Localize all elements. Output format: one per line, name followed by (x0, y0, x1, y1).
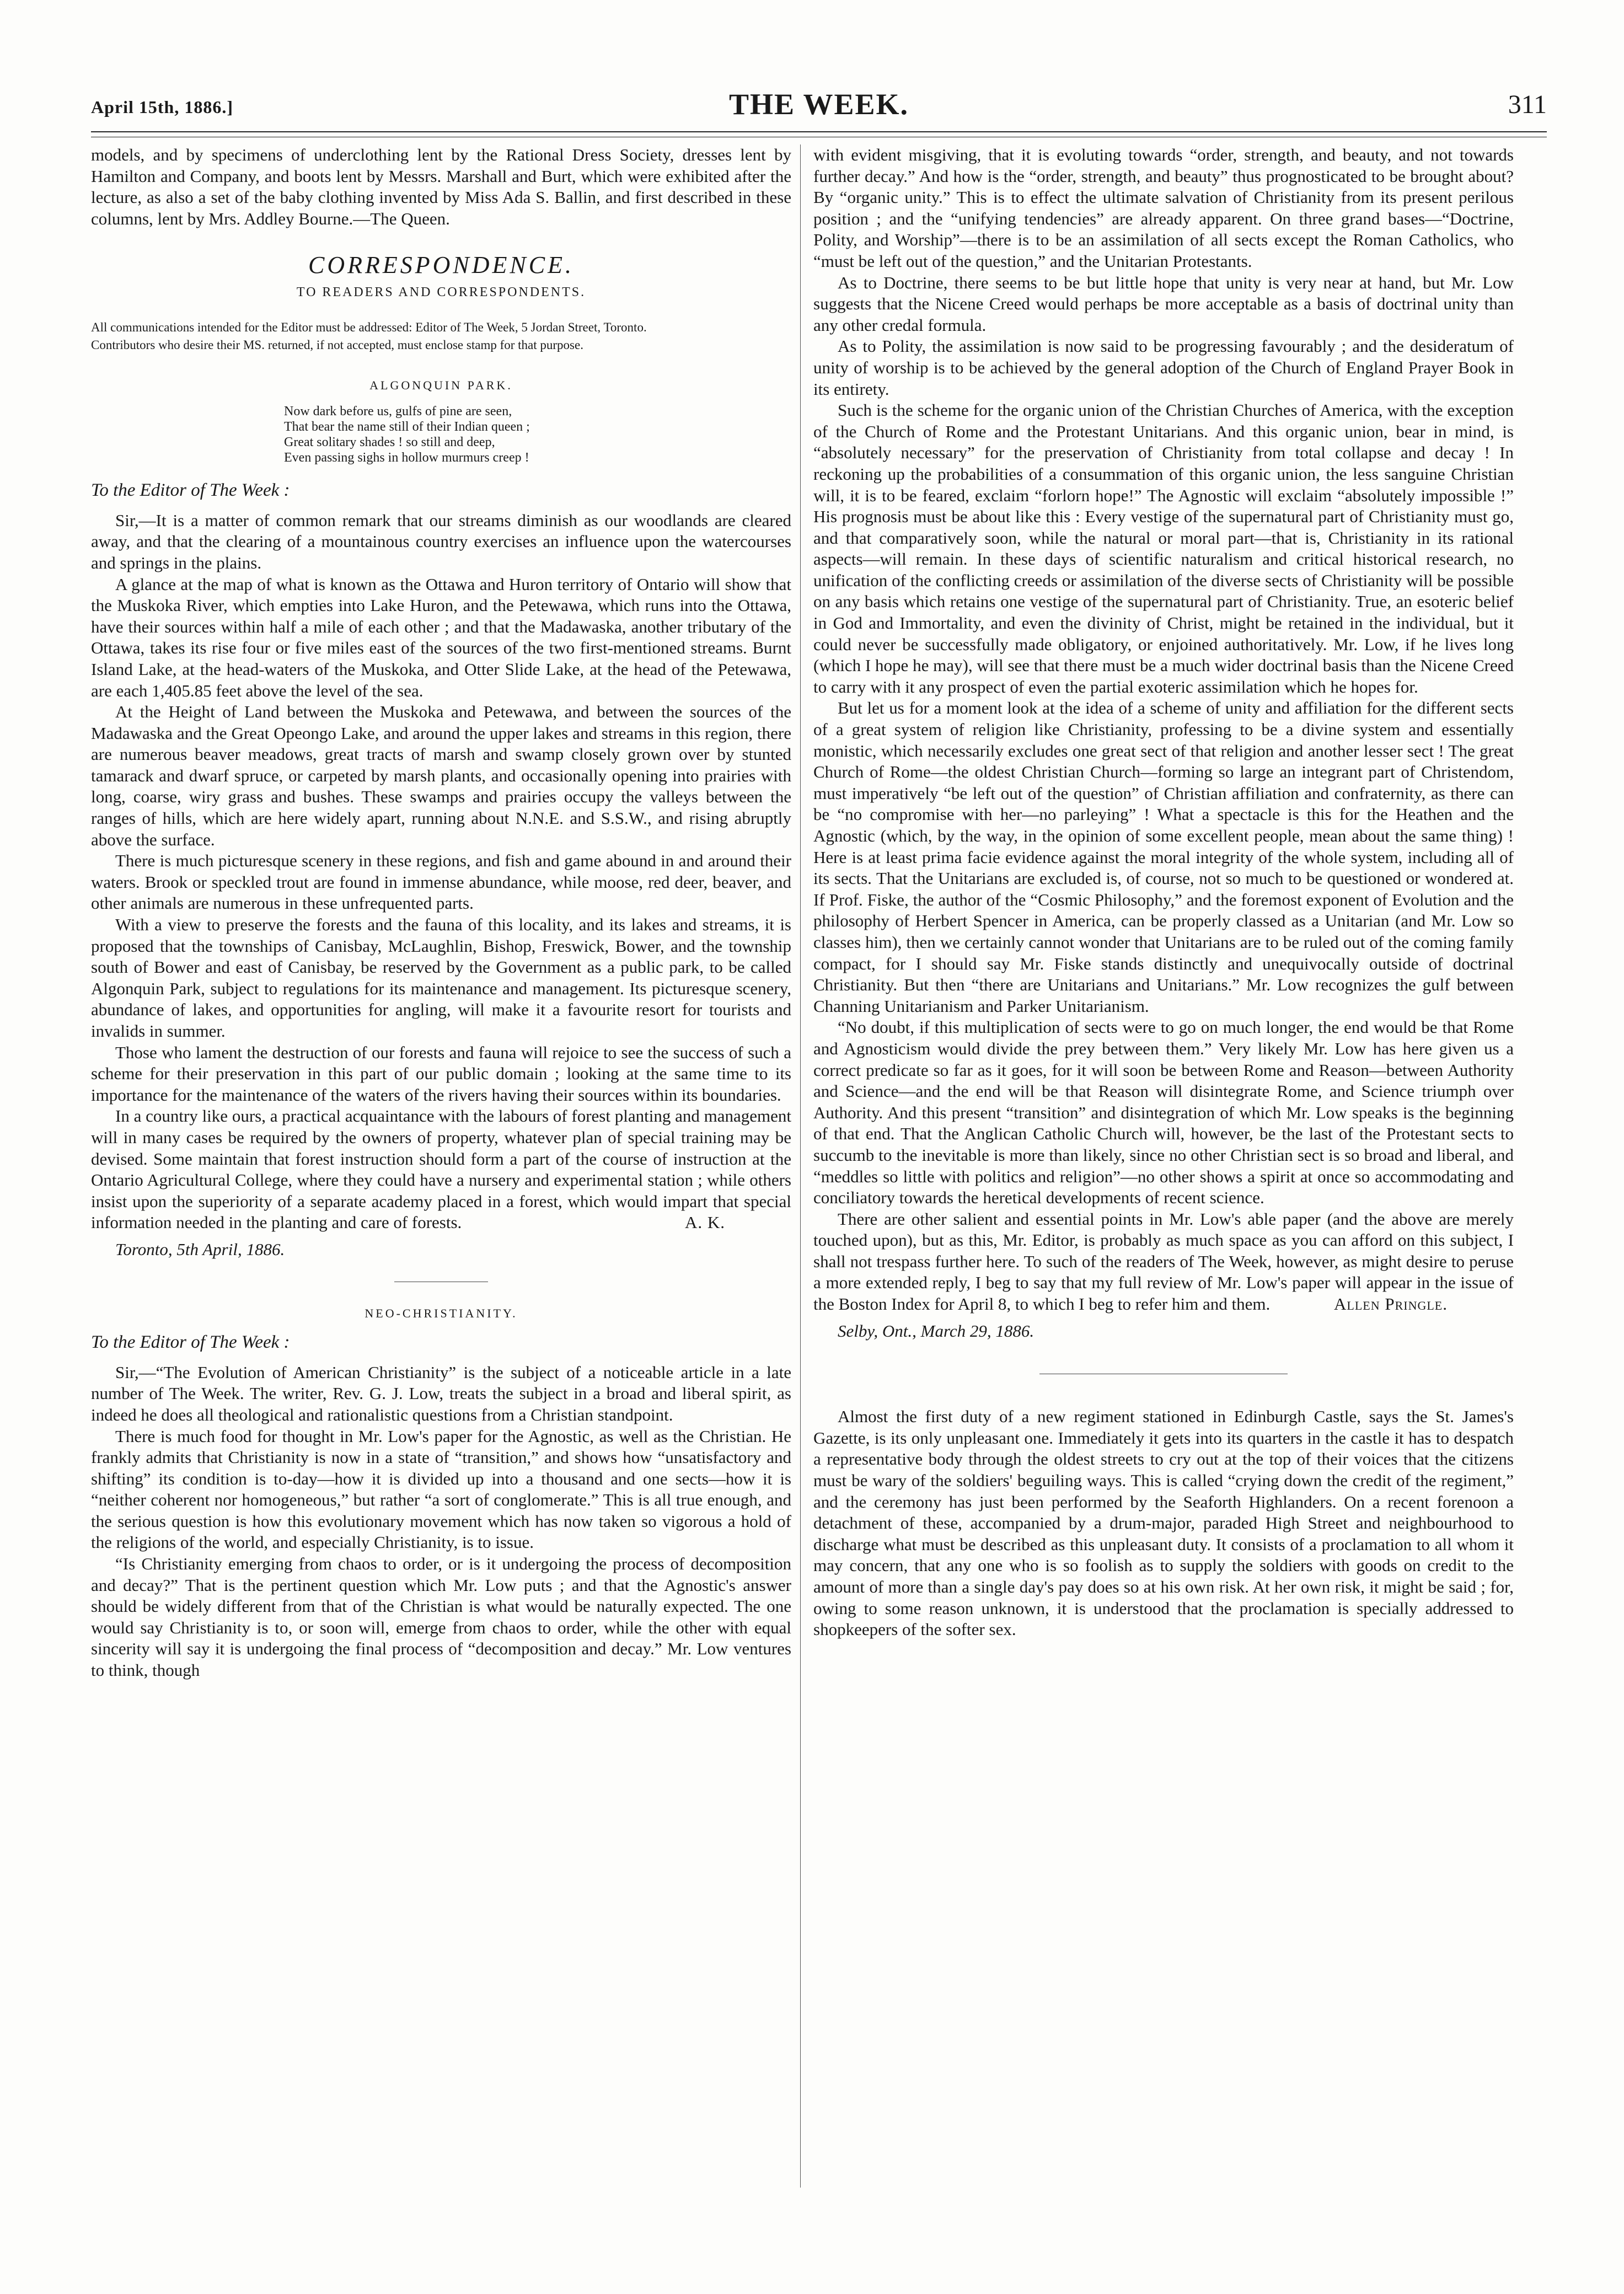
epigraph-poem (91, 404, 791, 465)
body-paragraph (813, 1209, 1514, 1315)
body-paragraph: As to Doctrine, there seems to be but little hope that unity is very near at hand, but Mr. Low suggests that the Nicene Creed would perhaps be more acceptable as a basis of doctrinal unity than any other credal formula. (813, 272, 1514, 335)
dateline: Selby, Ont., March 29, 1886. (838, 1321, 1035, 1341)
poem-line: Even passing sighs in hollow murmurs creep ! (284, 451, 529, 465)
paragraph-text: There are other salient and essential points in Mr. Low's able paper (and the above are merely touched upon), but as this, Mr. Editor, is probably as much space as you can afford on this subject, I shall not trespass further here. To such of the readers of The Week, however, as might desire to peruse a more extended reply, I beg to say that my full review of Mr. Low's paper will appear in the issue of the Boston Index for April 8, to which I beg to refer him and them. (813, 1209, 1514, 1314)
notice-manuscripts: Contributors who desire their MS. returned, if not accepted, must enclose stamp for that purpose. (91, 337, 583, 352)
edinburgh-paragraph: Almost the first duty of a new regiment stationed in Edinburgh Castle, says the St. James's Gazette, is its only unpleasant one. Immediately it gets into its quarters in the castle it has to despatch a representative body through the oldest streets to cry out at the top of their voices that the citizens must be wary of the soldiers' beguiling ways. This is called “crying down the credit of the regiment,” and the ceremony has just been performed by the Seaforth Highlanders. On a recent forenoon a detachment of these, accompanied by a drum-major, paraded High Street and neighbourhood to discharge what must be described as this unpleasant duty. It consists of a proclamation to all whom it may concern, that any one who is so foolish as to supply the soldiers with goods on credit to the amount of more than a single day's pay does so at his own risk. At her own risk, it might be said ; for, owing to some reason unknown, it is understood that the proclamation is specially addressed to shopkeepers of the softer sex. (813, 1407, 1514, 1639)
correspondence-subheading: TO READERS AND CORRESPONDENTS. (296, 285, 586, 299)
article-title-neo-christianity: NEO-CHRISTIANITY. (365, 1306, 518, 1320)
publication-title: THE WEEK. (728, 88, 909, 121)
body-paragraph: With a view to preserve the forests and the fauna of this locality, and its lakes and streams, it is proposed that the townships of Canisbay, McLaughlin, Bishop, Freswick, Bower, and the township south of Bower and east of Canisbay, be reserved by the Government as a public park, to be called Algonquin Park, subject to regulations for its maintenance and management. Its picturesque scenery, abundance of lakes, and opportunities for angling, will make it a favourite resort for tourists and invalids in summer. (91, 915, 791, 1041)
body-paragraph: Sir,—“The Evolution of American Christianity” is the subject of a noticeable article in a late number of The Week. The writer, Rev. G. J. Low, treats the subject in a broad and liberal spirit, as indeed he does all theological and rationalistic questions from a Christian standpoint. (91, 1362, 791, 1424)
header-rule-top (91, 131, 1547, 132)
correspondence-heading: CORRESPONDENCE. (308, 251, 574, 279)
notice-editor-address: All communications intended for the Editor must be addressed: Editor of The Week, 5 Jordan Street, Toronto. (91, 320, 647, 334)
column-divider (800, 144, 801, 2188)
body-paragraph: Those who lament the destruction of our forests and fauna will rejoice to see the success of such a scheme for their preservation in this part of our public domain ; looking at the same time to its importance for the maintenance of the waters of the rivers having their sources within its boundaries. (91, 1042, 791, 1105)
poem-line: Now dark before us, gulfs of pine are seen, (284, 404, 512, 419)
page-number: 311 (1508, 90, 1547, 119)
body-paragraph: “No doubt, if this multiplication of sects were to go on much longer, the end would be that Rome and Agnosticism would divide the prey between them.” Very likely Mr. Low has here given us a correct predicate so far as it goes, for it will soon be between Rome and Reason—between Authority and Science—and the end will be that Reason will disintegrate Rome, and Science triumph over Authority. And this present “transition” and disintegration of which Mr. Low speaks is the beginning of that end. That the Anglican Catholic Church will, however, be the last of the Protestant sects to succumb to the inevitable is more than likely, since no other Christian sect is so broad and liberal, and “meddles so little with politics and religion”—no other shows a spirit at once so accommodating and conciliatory towards the heretical developments of recent science. (813, 1017, 1514, 1208)
body-paragraph: As to Polity, the assimilation is now said to be progressing favourably ; and the desideratum of unity of worship is to be achieved by the general adoption of the Church of England Prayer Book in its entirety. (813, 336, 1514, 399)
body-paragraph: But let us for a moment look at the idea of a scheme of unity and affiliation for the different sects of a great system of religion like Christianity, professing to be a divine system and essentially monistic, which necessarily excludes one great sect of that religion and another lesser sect ! The great Church of Rome—the oldest Christian Church—forming so large an integrant part of Christendom, must imperatively “be left out of the question” of Christian affiliation and confraternity, as there can be “no compromise with her—no parleying” ! What a spectacle is this for the Heathen and the Agnostic (which, by the way, in the opinion of some excellent people, mean about the same thing) ! Here is at least prima facie evidence against the moral integrity of the whole system, including all of its sects. That the Unitarians are excluded is, of course, not so much to be questioned or wondered at. If Prof. Fiske, the author of the “Cosmic Philosophy,” and the foremost exponent of Evolution and the philosophy of Herbert Spencer in America, can be properly classed as a Unitarian (and Mr. Low so classes him), then we certainly cannot wonder that Unitarians are to be ruled out of the coming family compact, for I should say Mr. Fiske stands distinctly and unequivocally outside of doctrinal Christianity. But then “there are Unitarians and Unitarians.” Mr. Low recognizes the gulf between Channing Unitarianism and Parker Unitarianism. (813, 698, 1514, 1016)
salutation: To the Editor of The Week : (91, 480, 290, 501)
article-title-algonquin: ALGONQUIN PARK. (369, 378, 513, 392)
body-paragraph: There is much food for thought in Mr. Low's paper for the Agnostic, as well as the Christian. He frankly admits that Christianity is now in a state of “transition,” and shows how “unsatisfactory and shifting” its condition is to-day—how it is divided up into a thousand and one sects—how it is “neither coherent nor homogeneous,” but rather “a sort of conglomerate.” This is all true enough, and the serious question is how this evolutionary movement which has now taken so vigorous a hold of the religions of the world, and especially Christianity, is to issue. (91, 1426, 791, 1552)
left-column (91, 144, 791, 1681)
dateline: Toronto, 5th April, 1886. (115, 1239, 285, 1259)
body-paragraph: with evident misgiving, that it is evoluting towards “order, strength, and beauty, and not towards further decay.” And how is the “order, strength, and beauty” thus prognosticated to be brought about? By “organic unity.” This is to effect the ultimate salvation of Christianity from its present perilous position ; and the “unifying tendencies” are already apparent. On three grand bases—“Doctrine, Polity, and Worship”—there is to be an assimilation of all sects except the Roman Catholics, who “must be left out of the question,” and the Unitarian Protestants. (813, 145, 1514, 271)
body-paragraph: Sir,—It is a matter of common remark that our streams diminish as our woodlands are cleared away, and that the clearing of a mountainous country exercises an influence upon the watercourses and springs in the plains. (91, 510, 791, 572)
right-column (813, 144, 1514, 1641)
poem-line: That bear the name still of their Indian queen ; (284, 420, 530, 435)
body-paragraph (91, 1106, 791, 1234)
intro-paragraph: models, and by specimens of underclothing lent by the Rational Dress Society, dresses lent by Hamilton and Company, and boots lent by Messrs. Marshall and Burt, which were exhibited after the lecture, as also a set of the baby clothing invented by Miss Ada S. Ballin, and first described in these columns, lent by Mrs. Addley Bourne.—The Queen. (91, 145, 791, 228)
issue-date: April 15th, 1886.] (91, 97, 233, 117)
body-paragraph: A glance at the map of what is known as the Ottawa and Huron territory of Ontario will show that the Muskoka River, which empties into Lake Huron, and the Petewawa, which runs into the Ottawa, have their sources within half a mile of each other ; and that the Madawaska, another tributary of the Ottawa, takes its rise four or five miles east of the sources of the two first-mentioned streams. Burnt Island Lake, at the head-waters of the Muskoka, and Otter Slide Lake, at the head of the Petewawa, are each 1,405.85 feet above the level of the sea. (91, 574, 791, 700)
body-paragraph: Such is the scheme for the organic union of the Christian Churches of America, with the exception of the Church of Rome and the Protestant Unitarians. And this organic union, bear in mind, is “absolutely necessary” for the preservation of Christianity from total collapse and decay ! In reckoning up the probabilities of a consummation of this organic union, the less sanguine Christian will, it is to be feared, exclaim “forlorn hope!” The Agnostic will exclaim “absolutely impossible !” His prognosis must be about like this : Every vestige of the supernatural part of Christianity must go, and that comparatively soon, while the natural or moral part—that is, Christianity in its rational aspects—will remain. In these days of scientific naturalism and critical historical research, no unification of the conflicting creeds or assimilation of the diverse sects of Christianity will be possible on any basis which retains one vestige of the supernatural part of Christianity. True, an esoteric belief in God and Immortality, and even the divinity of Christ, might be retained in the individual, but it could never be successfully made obligatory, or enjoined authoritatively. Mr. Low, if he lives long (which I hope he may), will see that there must be a much wider doctrinal basis than the Nicene Creed to carry with it any prospect of even the partial exoteric assimilation which he hopes for. (813, 400, 1514, 696)
body-paragraph: At the Height of Land between the Muskoka and Petewawa, and between the sources of the Madawaska and the Great Opeongo Lake, and around the upper lakes and streams in this region, there are numerous beaver meadows, great tracts of marsh and swamp closely grown over by stunted tamarack and dwarf spruce, or carpeted by marsh plants, and occasionally opening into prairies with long, coarse, wiry grass and bushes. These swamps and prairies occupy the valleys between the ranges of hills, which are here widely apart, running about N.N.E. and S.S.W., and rising abruptly above the surface. (91, 702, 791, 849)
page-header (91, 87, 1547, 120)
salutation: To the Editor of The Week : (91, 1332, 290, 1353)
body-paragraph: “Is Christianity emerging from chaos to order, or is it undergoing the process of decomposition and decay?” That is the pertinent question which Mr. Low puts ; and that the Agnostic's answer should be widely different from that of the Christian is what would be naturally expected. The one would say Christianity is to, or soon will, emerge from chaos to order, while the other with equal sincerity will say it is undergoing the final process of “decomposition and decay.” Mr. Low ventures to think, though (91, 1554, 791, 1680)
paragraph-text: In a country like ours, a practical acquaintance with the labours of forest planting and management will in many cases be required by the owners of property, whatever plan of special training may be devised. Some maintain that forest instruction should form a part of the course of instruction at the Ontario Agricultural College, where they could have a nursery and experimental station ; while others insist upon the superiority of a separate academy placed in a forest, which would impart that special information needed in the planting and care of forests. (91, 1106, 791, 1232)
signature: Allen Pringle. (1334, 1294, 1448, 1314)
signature: A. K. (684, 1213, 725, 1232)
poem-line: Great solitary shades ! so still and deep, (284, 435, 495, 450)
body-paragraph: There is much picturesque scenery in these regions, and fish and game abound in and around their waters. Brook or speckled trout are found in immense abundance, while moose, red deer, beaver, and other animals are numerous in these unfrequented parts. (91, 851, 791, 913)
